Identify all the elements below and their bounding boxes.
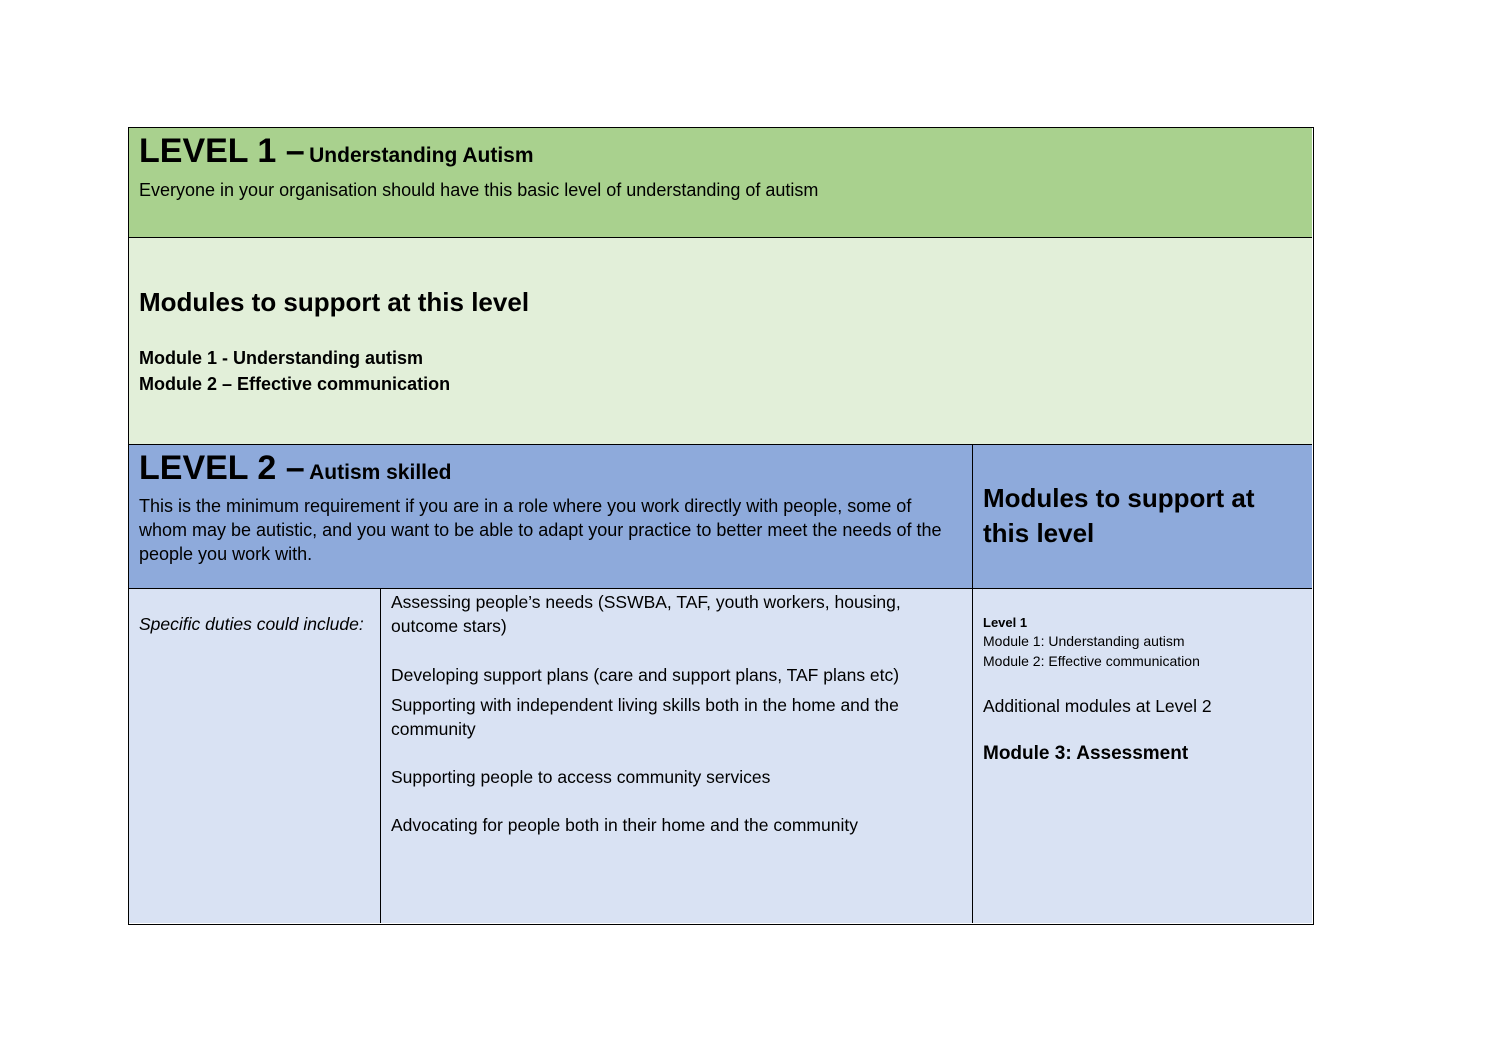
duties-list	[381, 589, 973, 923]
level2-modules-header	[973, 445, 1312, 589]
level1-module-item: Module 2 – Effective communication	[139, 374, 451, 394]
duty-item: Supporting with independent living skills both in the home and the community	[391, 695, 899, 739]
prior-module-list	[983, 631, 1200, 671]
prior-module-item: Module 2: Effective communication	[983, 653, 1200, 669]
duties-label: Specific duties could include:	[139, 614, 364, 634]
duty-item: Developing support plans (care and support plans, TAF plans etc)	[391, 665, 900, 685]
prior-module-item: Module 1: Understanding autism	[983, 633, 1185, 649]
duty-item: Supporting people to access community services	[391, 767, 771, 787]
level2-header	[129, 445, 973, 589]
level1-title: LEVEL 1 –	[139, 132, 305, 170]
level1-subtitle: Understanding Autism	[309, 144, 534, 167]
additional-modules-label: Additional modules at Level 2	[983, 696, 1212, 716]
level1-module-item: Module 1 - Understanding autism	[139, 348, 424, 368]
levels-table	[128, 127, 1314, 925]
level1-modules-panel	[129, 238, 1312, 445]
level1-header	[129, 128, 1312, 238]
additional-module-item: Module 3: Assessment	[983, 743, 1189, 764]
level2-description: This is the minimum requirement if you are in a role where you work directly with people, some of whom may be autistic, and you want to be able to adapt your practice to better meet the needs of the people you work with.	[139, 496, 942, 564]
level2-modules-heading: Modules to support at this level	[983, 483, 1255, 548]
level2-modules-panel	[973, 589, 1312, 923]
level1-module-list	[139, 345, 450, 397]
duties-label-cell	[129, 589, 381, 923]
level2-title: LEVEL 2 –	[139, 449, 305, 487]
level1-modules-heading: Modules to support at this level	[139, 287, 530, 317]
level2-subtitle: Autism skilled	[309, 461, 452, 484]
duty-item: Assessing people’s needs (SSWBA, TAF, youth workers, housing, outcome stars)	[391, 592, 901, 636]
duty-item: Advocating for people both in their home and the community	[391, 815, 858, 835]
prior-level-label: Level 1	[983, 615, 1028, 630]
level1-description: Everyone in your organisation should have this basic level of understanding of autism	[139, 180, 819, 200]
